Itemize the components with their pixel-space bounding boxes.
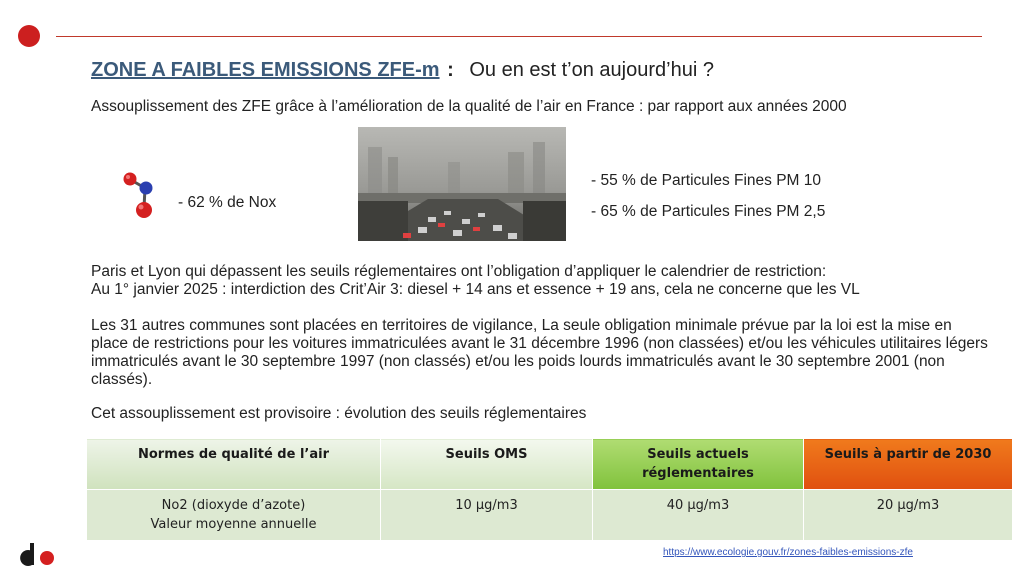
paragraph-paris-lyon xyxy=(91,263,991,299)
header-2030: Seuils à partir de 2030 xyxy=(804,439,1013,490)
source-link[interactable]: https://www.ecologie.gouv.fr/zones-faibles-emissions-zfe xyxy=(663,547,913,558)
title-question: Ou en est t’on aujourd’hui ? xyxy=(469,59,714,81)
air-quality-table xyxy=(86,438,1013,541)
table-row xyxy=(87,490,1013,541)
pm10-stat: - 55 % de Particules Fines PM 10 xyxy=(591,172,822,189)
page-title xyxy=(91,59,714,82)
red-dot-bullet xyxy=(18,25,40,47)
cell-2030: 20 µg/m3 xyxy=(804,490,1013,541)
no2-molecule-icon xyxy=(120,170,160,220)
cell-label-line: No2 (dioxyde d’azote) xyxy=(161,498,306,513)
smog-traffic-photo xyxy=(358,127,566,241)
table-header-row xyxy=(87,439,1013,490)
cell-actuels: 40 µg/m3 xyxy=(593,490,804,541)
paragraph-line: Paris et Lyon qui dépassent les seuils réglementaires ont l’obligation d’appliquer le calendrier de restriction: xyxy=(91,263,827,280)
subtitle: Assouplissement des ZFE grâce à l’amélioration de la qualité de l’air en France : par rapport aux années 2000 xyxy=(91,98,847,115)
logo-icon xyxy=(20,541,56,567)
title-main: ZONE A FAIBLES EMISSIONS ZFE-m xyxy=(91,59,440,81)
cell-no2-label xyxy=(87,490,381,541)
header-actuels: Seuils actuels réglementaires xyxy=(593,439,804,490)
cell-oms: 10 µg/m3 xyxy=(381,490,593,541)
paragraph-provisoire: Cet assouplissement est provisoire : évolution des seuils réglementaires xyxy=(91,405,587,422)
header-normes: Normes de qualité de l’air xyxy=(87,439,381,490)
paragraph-line: Au 1° janvier 2025 : interdiction des Crit’Air 3: diesel + 14 ans et essence + 19 ans, cela ne concerne que les VL xyxy=(91,281,860,298)
nox-stat: - 62 % de Nox xyxy=(178,194,277,211)
paragraph-vigilance: Les 31 autres communes sont placées en territoires de vigilance, La seule obligation minimale prévue par la loi est la mise en place de restrictions pour les voitures immatriculées avant le 31 décembre 1996 (non classées) et/ou les véhicules utilitaires légers immatriculés avant le 30 septembre 1997 (non classés) et/ou les poids lourds immatriculés avant le 30 septembre 2001 (non classés). xyxy=(91,317,988,388)
cell-label-line: Valeur moyenne annuelle xyxy=(150,517,317,532)
pm25-stat: - 65 % de Particules Fines PM 2,5 xyxy=(591,203,826,220)
header-rule xyxy=(56,36,982,37)
title-colon: : xyxy=(447,59,454,81)
header-oms: Seuils OMS xyxy=(381,439,593,490)
